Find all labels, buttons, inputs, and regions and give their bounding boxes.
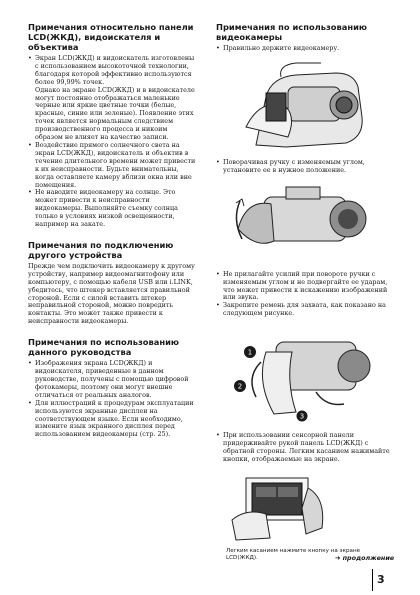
- camera-held-illustration: [226, 57, 376, 149]
- bullet-item: [28, 142, 196, 189]
- section-title: Примечания по использованию данного руководства: [28, 337, 179, 358]
- bullet-text: • Правильно держите видеокамеру.: [223, 44, 340, 52]
- bullet-item: [216, 159, 392, 175]
- illustration-holding-camera: [226, 57, 392, 153]
- section-connection-notes: [28, 240, 196, 326]
- right-column: [216, 22, 392, 562]
- section-title: Примечания относительно панели LCD(ЖКД), видоискателя и объектива: [28, 22, 194, 52]
- bullet-text: Однако на экране LCD(ЖКД) и в видоискателе могут постоянно отображаться маленькие черные или яркие цветные точки (белые, красные, синие или зеленые). Появление этих точек является нормальным следствием производственного процесса и никоим образом не влияет на качество записи.: [35, 85, 195, 142]
- illustration-rotating-handle: [226, 179, 392, 265]
- bullet-item: [28, 400, 196, 440]
- bullet-text: • Поворачивая ручку с изменяемым углом, установите ее в нужное положение.: [223, 157, 365, 174]
- touch-panel-illustration: [226, 468, 336, 542]
- section-paragraph: Прежде чем подключить видеокамеру к другому устройству, например видеомагнитофону или компьютеру, с помощью кабеля USB или i.LINK, убедитесь, что штекер вставляется правильной стороной. Если с силой вставить штекер неправильной стороной, можно повредить контакты. Это может также привести к неисправности видеокамеры.: [28, 261, 195, 326]
- bullet-item: [28, 360, 196, 400]
- bullet-text: • Изображения экрана LCD(ЖКД) и видоискателя, приведенные в данном руководстве, получены с помощью цифровой фотокамеры, поэтому они могут внешне отличаться от реальных аналогов.: [35, 359, 189, 399]
- bullet-item: [216, 302, 392, 318]
- section-title: Примечания по подключению другого устройства: [28, 239, 174, 260]
- bullet-item: [216, 271, 392, 303]
- step-number: 2: [237, 382, 243, 391]
- bullet-text: • Экран LCD(ЖКД) и видоискатель изготовлены с использованием высокоточной технологии, благодаря которой эффективно используются более 99,99% точек.: [35, 54, 195, 86]
- section-lcd-notes: [28, 22, 196, 229]
- camera-handle-illustration: [226, 179, 376, 261]
- bullet-item: [216, 45, 392, 53]
- bullet-text: • Закрепите ремень для захвата, как показано на следующем рисунке.: [223, 301, 386, 318]
- section-title: Примечания по использованию видеокамеры: [216, 22, 367, 42]
- arrow-right-icon: ➜: [335, 554, 341, 562]
- bullet-text: • Для иллюстраций к процедурам эксплуатации используются экранные дисплеи на соответствующем языке. Если необходимо, измените язык экранного дисплея перед использованием видеокамеры (стр. 25).: [35, 398, 194, 439]
- bullet-item: [28, 189, 196, 229]
- bullet-item: [28, 55, 196, 142]
- page-number: 3: [377, 573, 385, 586]
- continued-label: продолжение: [342, 554, 395, 562]
- bullet-text: • Не прилагайте усилий при повороте ручки с изменяемым углом и не подвергайте ее ударам, что может привести к искажению изображений или звука.: [223, 269, 388, 302]
- continued-marker: [335, 554, 394, 562]
- bullet-text: • При использовании сенсорной панели придерживайте рукой панель LCD(ЖКД) с обратной стороны. Легким касанием нажимайте кнопки, отображаемые на экране.: [223, 431, 390, 463]
- section-manual-notes: [28, 337, 196, 439]
- grip-belt-illustration: [226, 322, 376, 422]
- left-column: [28, 22, 196, 450]
- figure-caption: Легким касанием нажмите кнопку на экране LCD(ЖКД).: [226, 547, 361, 561]
- bullet-item: [216, 432, 392, 464]
- illustration-touch-panel: [226, 468, 392, 546]
- illustration-grip-belt: [226, 322, 392, 426]
- step-number: 3: [299, 412, 305, 421]
- bullet-text: • Не наводите видеокамеру на солнце. Это может привести к неисправности видеокамеры. Выполняйте съемку солнца только в условиях низкой освещенности, например на закате.: [35, 188, 178, 229]
- step-number: 1: [247, 348, 253, 357]
- bullet-text: • Воздействие прямого солнечного света на экран LCD(ЖКД), видоискатель и объектив в течение длительного времени может привести к их неисправности. Будьте внимательны, когда оставляете камеру вблизи окна или вне помещения.: [35, 140, 196, 189]
